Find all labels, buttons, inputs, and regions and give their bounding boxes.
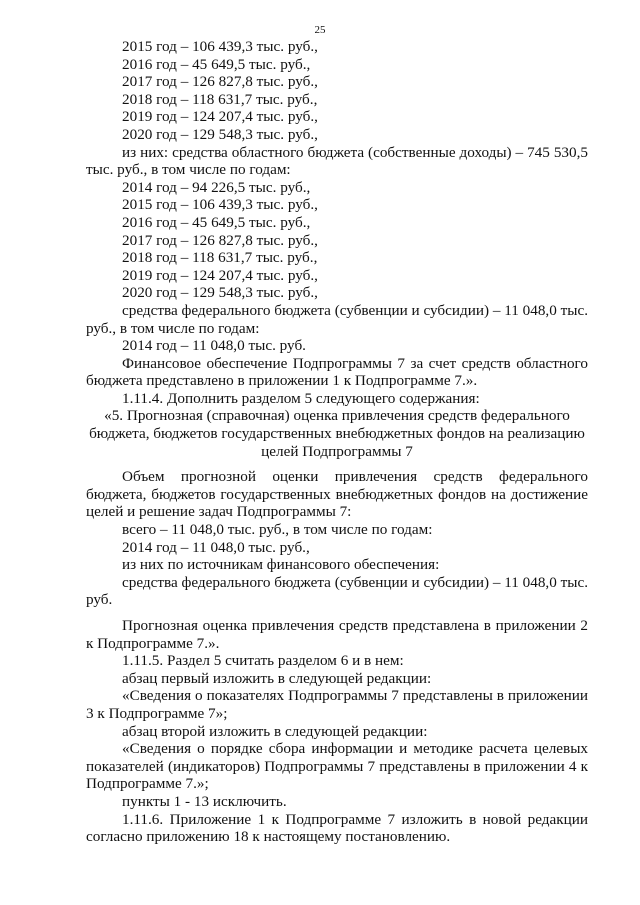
forecast-appendix-paragraph: Прогнозная оценка привлечения средств представлена в приложении 2 к Подпрограмме 7.».: [86, 617, 588, 652]
funding-by-year-list: [86, 38, 588, 144]
document-body: [86, 38, 588, 846]
regional-year-line: 2014 год – 94 226,5 тыс. руб.,: [122, 178, 311, 196]
funding-year-line: 2016 год – 45 649,5 тыс. руб.,: [122, 55, 311, 73]
forecast-paragraph: Объем прогнозной оценки привлечения средств федерального бюджета, бюджетов государственных внебюджетных фондов на достижение целей и решение задач Подпрограммы 7:: [86, 468, 588, 521]
funding-year-line: 2019 год – 124 207,4 тыс. руб.,: [122, 108, 318, 126]
federal-budget-line-cont: руб., в том числе по годам:: [86, 319, 260, 337]
regional-year-line: 2015 год – 106 439,3 тыс. руб.,: [122, 196, 318, 214]
total-year-line: 2014 год – 11 048,0 тыс. руб.,: [122, 538, 310, 556]
item-1-11-6: 1.11.6. Приложение 1 к Подпрограмме 7 изложить в новой редакции согласно приложению 18 к настоящему постановлению.: [86, 810, 588, 846]
page-number: 25: [314, 24, 326, 36]
federal-sources-paragraph: средства федерального бюджета (субвенции и субсидии) – 11 048,0 тыс. руб.: [86, 573, 588, 609]
item-1-11-4: 1.11.4. Дополнить разделом 5 следующего содержания:: [122, 389, 480, 407]
section-heading-line: бюджета, бюджетов государственных внебюджетных фондов на реализацию: [89, 425, 585, 443]
funding-year-line: 2015 год – 106 439,3 тыс. руб.,: [122, 38, 318, 55]
section-5-heading: [86, 407, 588, 460]
item-1-11-5: 1.11.5. Раздел 5 считать разделом 6 и в нем:: [122, 652, 404, 670]
regional-budget-line: из них: средства областного бюджета (собственные доходы) – 745 530,5: [122, 143, 588, 161]
regional-budget-line-cont: тыс. руб., в том числе по годам:: [86, 161, 291, 179]
federal-year-line: 2014 год – 11 048,0 тыс. руб.: [122, 337, 306, 355]
regional-year-line: 2019 год – 124 207,4 тыс. руб.,: [122, 266, 318, 284]
funding-year-line: 2020 год – 129 548,3 тыс. руб.,: [122, 125, 318, 143]
methodology-paragraph: «Сведения о порядке сбора информации и методике расчета целевых показателей (индикаторов) Подпрограммы 7 представлены в приложении 4 к Подпрограмме 7.»;: [86, 740, 588, 793]
regional-year-line: 2017 год – 126 827,8 тыс. руб.,: [122, 231, 318, 249]
section-heading-line: целей Подпрограммы 7: [261, 442, 413, 460]
funding-year-line: 2018 год – 118 631,7 тыс. руб.,: [122, 90, 318, 108]
regional-year-line: 2018 год – 118 631,7 тыс. руб.,: [122, 249, 318, 267]
financing-paragraph: Финансовое обеспечение Подпрограммы 7 за счет средств областного бюджета представлено в приложении 1 к Подпрограмме 7.».: [86, 354, 588, 390]
paragraph-one-instruction: абзац первый изложить в следующей редакции:: [122, 669, 432, 687]
regional-year-line: 2016 год – 45 649,5 тыс. руб.,: [122, 213, 311, 231]
federal-budget-line: средства федерального бюджета (субвенции и субсидии) – 11 048,0 тыс.: [122, 301, 588, 319]
items-exclude-line: пункты 1 - 13 исключить.: [122, 792, 287, 810]
paragraph-two-instruction: абзац второй изложить в следующей редакции:: [122, 722, 428, 740]
indicators-paragraph: «Сведения о показателях Подпрограммы 7 представлены в приложении 3 к Подпрограмме 7»;: [86, 687, 588, 722]
regional-funding-by-year-list: [86, 179, 588, 302]
section-heading-line: «5. Прогнозная (справочная) оценка привлечения средств федерального: [104, 407, 570, 425]
total-line: всего – 11 048,0 тыс. руб., в том числе по годам:: [122, 521, 433, 539]
funding-year-line: 2017 год – 126 827,8 тыс. руб.,: [122, 73, 318, 91]
sources-line: из них по источникам финансового обеспечения:: [122, 556, 440, 574]
regional-year-line: 2020 год – 129 548,3 тыс. руб.,: [122, 284, 318, 302]
